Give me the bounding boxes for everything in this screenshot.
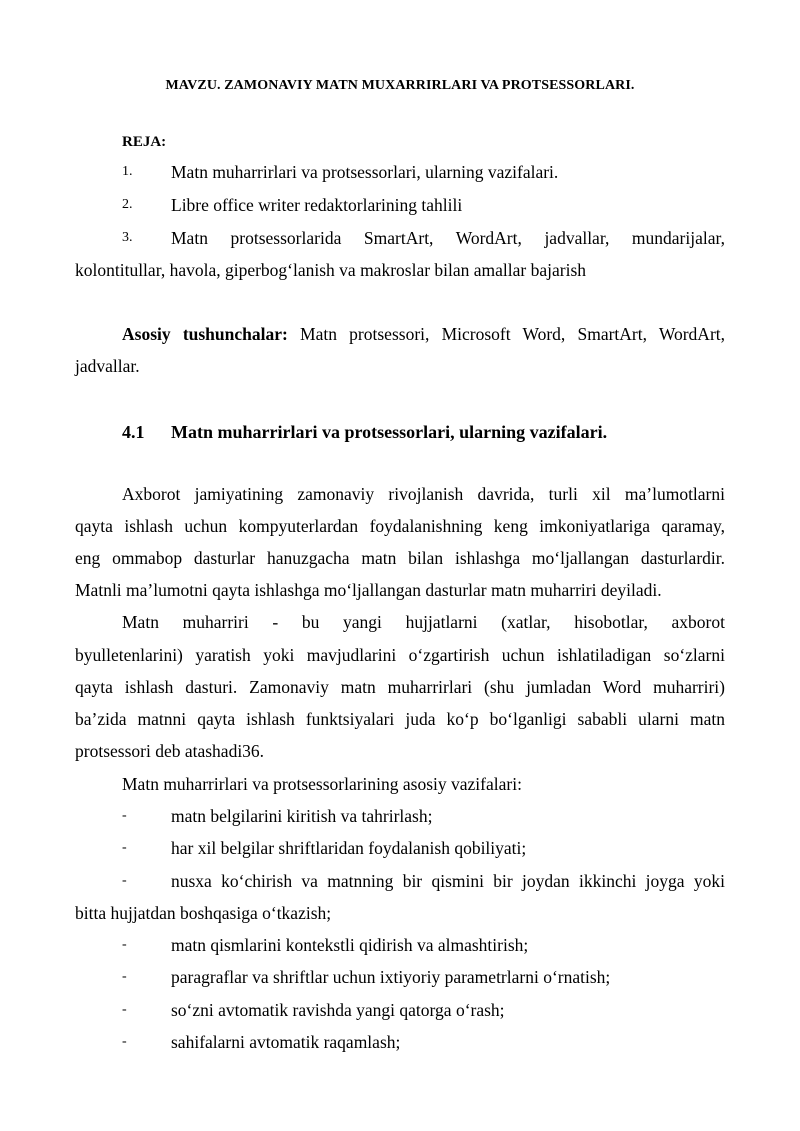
key-concepts-continuation: jadvallar. <box>75 356 140 376</box>
paragraph-line: eng ommabop dasturlar hanuzgacha matn bilan ishlashga mo‘ljallangan dasturlardir. <box>75 548 725 568</box>
paragraph-line: Matnli ma’lumotni qayta ishlashga mo‘ljallangan dasturlar matn muharriri deyiladi. <box>75 580 662 600</box>
paragraph-line: byulletenlarini) yaratish yoki mavjudlarini o‘zgartirish uchun ishlatiladigan so‘zlarni <box>75 645 725 665</box>
bullet-marker: - <box>122 808 127 823</box>
paragraph-line: Matn muharriri - bu yangi hujjatlarni (xatlar, hisobotlar, axborot <box>122 612 725 632</box>
plan-item-number: 3. <box>122 230 133 245</box>
functions-intro: Matn muharrirlari va protsessorlarining asosiy vazifalari: <box>122 774 522 794</box>
list-item-text: matn qismlarini kontekstli qidirish va almashtirish; <box>171 935 529 955</box>
plan-item-text: Libre office writer redaktorlarining tahlili <box>171 195 463 215</box>
plan-item-continuation: kolontitullar, havola, giperbog‘lanish va makroslar bilan amallar bajarish <box>75 260 587 280</box>
list-item-text: so‘zni avtomatik ravishda yangi qatorga o‘rash; <box>171 1000 505 1020</box>
list-item-text: sahifalarni avtomatik raqamlash; <box>171 1032 401 1052</box>
list-item-continuation: bitta hujjatdan boshqasiga o‘tkazish; <box>75 903 332 923</box>
plan-item-number: 1. <box>122 164 133 179</box>
list-item-text: paragraflar va shriftlar uchun ixtiyoriy parametrlarni o‘rnatish; <box>171 967 611 987</box>
bullet-marker: - <box>122 1002 127 1017</box>
list-item-text: har xil belgilar shriftlaridan foydalanish qobiliyati; <box>171 838 527 858</box>
paragraph-line: qayta ishlash dasturi. Zamonaviy matn muharrirlari (shu jumladan Word muharriri) <box>75 677 725 697</box>
plan-item-number: 2. <box>122 197 133 212</box>
list-item-text: nusxa ko‘chirish va matnning bir qismini bir joydan ikkinchi joyga yoki <box>171 871 725 891</box>
key-concepts-label: Asosiy tushunchalar: <box>122 324 288 344</box>
key-concepts-text: Matn protsessori, Microsoft Word, SmartArt, WordArt, <box>300 324 726 344</box>
bullet-marker: - <box>122 1034 127 1049</box>
list-item-text: matn belgilarini kiritish va tahrirlash; <box>171 806 433 826</box>
paragraph-line: qayta ishlash uchun kompyuterlardan foydalanishning keng imkoniyatlariga qaramay, <box>75 516 725 536</box>
paragraph-line: protsessori deb atashadi36. <box>75 741 265 761</box>
key-concepts <box>75 318 725 350</box>
plan-item-text: Matn muharrirlari va protsessorlari, ularning vazifalari. <box>171 162 559 182</box>
paragraph-line: ba’zida matnni qayta ishlash funktsiyalari juda ko‘p bo‘lganligi sababli ularni matn <box>75 709 725 729</box>
section-heading <box>122 418 607 446</box>
plan-label: REJA: <box>122 134 167 150</box>
paragraph-line: Axborot jamiyatining zamonaviy rivojlanish davrida, turli xil ma’lumotlarni <box>122 484 725 504</box>
page-title: MAVZU. ZAMONAVIY MATN MUXARRIRLARI VA PROTSESSORLARI. <box>165 78 635 93</box>
plan-item-text: Matn protsessorlarida SmartArt, WordArt, jadvallar, mundarijalar, <box>171 228 725 248</box>
bullet-marker: - <box>122 840 127 855</box>
section-number: 4.1 <box>122 422 145 442</box>
bullet-marker: - <box>122 937 127 952</box>
section-title: Matn muharrirlari va protsessorlari, ularning vazifalari. <box>171 422 608 442</box>
bullet-marker: - <box>122 873 127 888</box>
bullet-marker: - <box>122 969 127 984</box>
